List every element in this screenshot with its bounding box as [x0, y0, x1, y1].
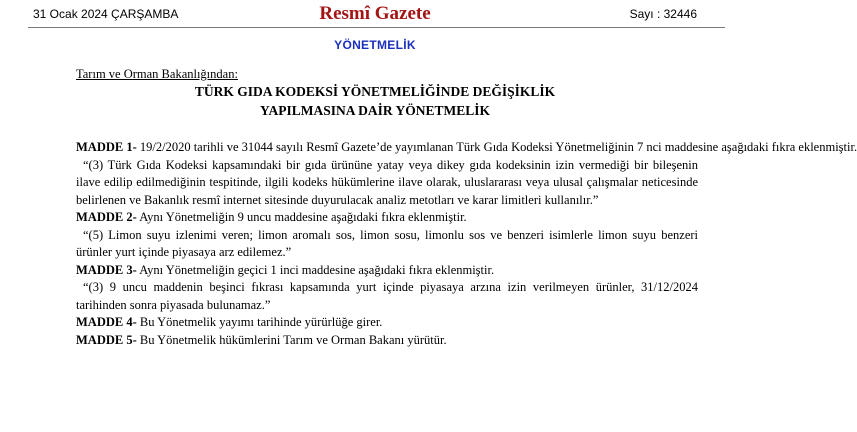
article-5-label: MADDE 5- [76, 332, 137, 347]
article-2-text: Aynı Yönetmeliğin 9 uncu maddesine aşağıdaki fıkra eklenmiştir. [136, 210, 467, 224]
article-2-label: MADDE 2- [76, 210, 137, 224]
article-3 [76, 262, 698, 280]
article-4 [76, 314, 698, 332]
title-line-2: YAPILMASINA DAİR YÖNETMELİK [259, 103, 491, 118]
article-2-quote: “(5) Limon suyu izlenimi veren; limon aromalı sos, limon sosu, limonlu sos ve benzeri isimlerle limon suyu benzeri ürünler yurt içinde piyasaya arz edilemez.” [76, 227, 698, 259]
article-1 [76, 139, 857, 157]
article-1-quote: “(3) Türk Gıda Kodeksi kapsamındaki bir gıda ürününe yatay veya dikey gıda kodeksinin izin vermediği bir bileşenin ilave edilip edilmediğinin tespitinde, ilgili kodeks hükümlerine ilave olarak, uluslararası veya ulusal çalışmalar neticesinde belirlenen ve Bakanlık resmî internet sitesinde duyurulacak analiz metotları ve karar limitleri kullanılır.” [76, 157, 698, 207]
article-1-text: 19/2/2020 tarihli ve 31044 sayılı Resmî Gazete’de yayımlanan Türk Gıda Kodeksi Yönetmeliğinin 7 nci maddesine aşağıdaki fıkra eklenmiştir. [136, 140, 857, 154]
article-1-label: MADDE 1- [76, 140, 137, 154]
article-3-label: MADDE 3- [76, 262, 137, 277]
regulation-title [0, 82, 750, 120]
header-divider [28, 27, 725, 28]
title-line-1: TÜRK GIDA KODEKSİ YÖNETMELİĞİNDE DEĞİŞİKLİK [194, 84, 556, 99]
article-5-text: Bu Yönetmelik hükümlerini Tarım ve Orman Bakanı yürütür. [136, 332, 447, 347]
article-3-text: Aynı Yönetmeliğin geçici 1 inci maddesine aşağıdaki fıkra eklenmiştir. [136, 262, 495, 277]
issuing-authority: Tarım ve Orman Bakanlığından: [76, 67, 238, 81]
article-5 [76, 332, 698, 350]
article-3-quote: “(3) 9 uncu maddenin beşinci fıkrası kapsamında yurt içinde piyasaya arzına izin verilmeyen ürünler, 31/12/2024 tarihinden sonra piyasada bulunamaz.” [76, 280, 698, 312]
issue-number: Sayı : 32446 [629, 7, 697, 21]
issue-date: 31 Ocak 2024 ÇARŞAMBA [33, 7, 179, 21]
gazette-name: Resmî Gazete [319, 3, 431, 24]
article-2 [76, 209, 698, 227]
section-heading: YÖNETMELİK [334, 38, 416, 52]
regulation-body [76, 139, 857, 349]
article-4-label: MADDE 4- [76, 315, 137, 329]
article-4-text: Bu Yönetmelik yayımı tarihinde yürürlüğe girer. [136, 315, 383, 329]
gazette-header [0, 0, 750, 28]
